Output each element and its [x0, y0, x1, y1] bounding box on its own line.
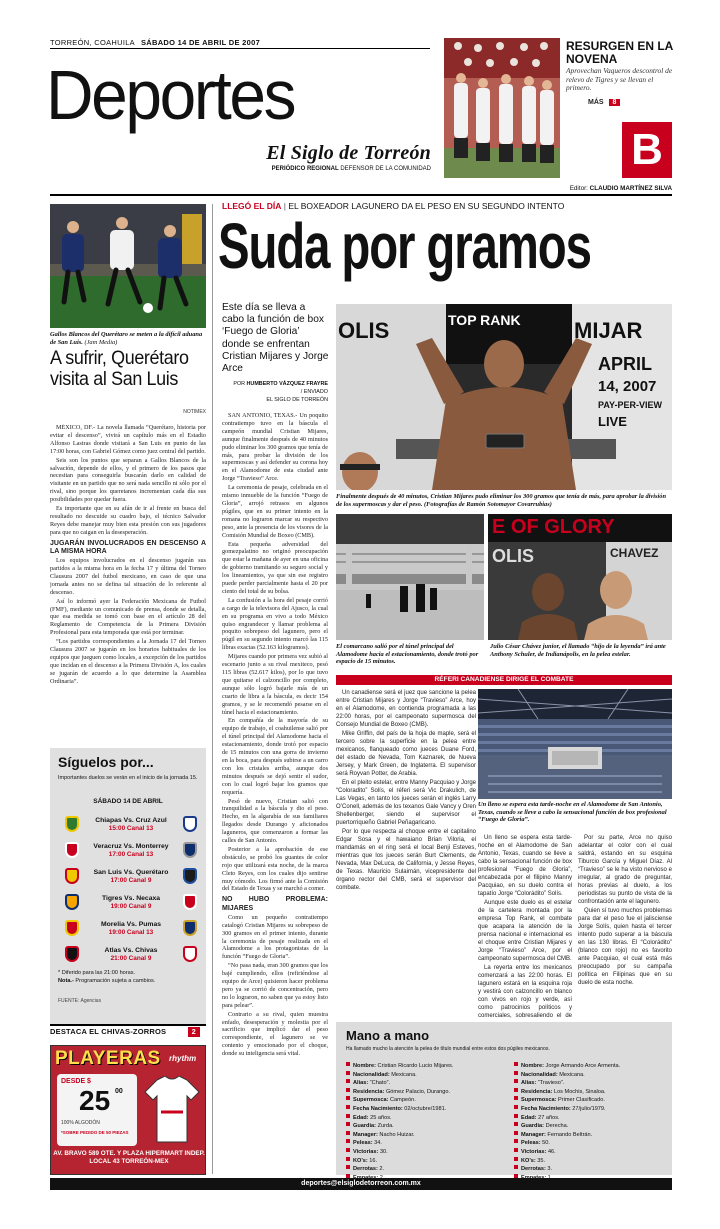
bullet-icon — [514, 1079, 518, 1083]
tale-row: KO’s: 16. — [346, 1157, 506, 1166]
section-title: Deportes — [46, 56, 295, 134]
top-divider — [50, 194, 672, 196]
teaser-page-badge: 8 — [609, 99, 621, 106]
tale-row: Nacionalidad: Mexicana. — [346, 1071, 506, 1080]
main-byline: POR HUMBERTO VÁZQUEZ FRAYRE / ENVIADO EL SIGLO DE TORREÓN — [233, 381, 328, 403]
ad-address: AV. BRAVO 589 OTE. Y PLAZA HIPERMART INDEP. LOCAL 43 TORREÓN-MEX — [53, 1150, 205, 1165]
side-paragraph: Así lo informó ayer la Federación Mexicana de Futbol (FMF), mediante un comunicado de prensa, donde se detalla, que esa medida se tomó con base en el artículo 28 del Reglamento de Competencia de la Primera División Profesional para esta temporada que está por terminar. — [50, 597, 206, 637]
schedule-notes: * Diferido para las 21:00 horas. Nota.- Programación sujeta a cambios. — [58, 970, 198, 985]
schedule-game: San Luis Vs. Querétaro 17:00 Canal 9 — [45, 864, 215, 890]
chivas-highlight[interactable]: DESTACA EL CHIVAS-ZORROS 2 — [50, 1024, 206, 1037]
dateline — [50, 38, 260, 47]
main-story-body — [222, 412, 328, 1184]
side-photo-caption: Gallos Blancos del Querétaro se meten a la difícil aduana de San Luis. (Jam Media) — [50, 331, 203, 346]
ad-cents: 00 — [115, 1088, 123, 1095]
ad-sub: 100% ALGODÓN — [61, 1120, 100, 1126]
chavez-caption: Julio César Chávez junior, el llamado “hijo de la leyenda” irá ante Anthony Schuler, de Indianápolis, en la pelea estelar. — [490, 643, 666, 658]
tale-row: Nombre: Cristian Ricardo Lucio Mijares. — [346, 1062, 506, 1071]
tale-row: Peleas: 34. — [346, 1139, 506, 1148]
schedule-game: Atlas Vs. Chivas 21:00 Canal 9 — [45, 942, 215, 968]
ad-shirt-panel — [57, 1074, 137, 1146]
tale-row: Guardia: Derecha. — [514, 1122, 670, 1131]
bullet-icon — [346, 1157, 350, 1161]
schedule-source: FUENTE: Agencias — [58, 998, 102, 1004]
soccer-photo — [50, 204, 206, 328]
tale-row: Manager: Nacho Huizar. — [346, 1131, 506, 1140]
tale-row: Victorias: 30. — [346, 1148, 506, 1157]
queretaro-crest — [183, 868, 197, 884]
referee-paragraph: En el pleito estelar, entre Manny Pacquiao y Jorge “Coloradito” Solís, el réferi será Vic Drakulich, de Las Vegas, en tanto los jueces serán el inglés Larry O’Conell, además de los texanos Gale Vancy y Oren Shellenberger, siendo el supervisor el puertorriqueño Gabriel Peñagaricano. — [336, 780, 476, 826]
bullet-icon — [514, 1096, 518, 1100]
ad-brand: rhythm — [169, 1054, 197, 1063]
tale-row: KO’s: 35. — [514, 1157, 670, 1166]
schedule-subtitle: Importantes duelos se verán en el inicio de la jornada 15. — [58, 775, 198, 781]
bullet-icon — [514, 1165, 518, 1169]
tale-row: Alias: “Travieso”. — [514, 1079, 670, 1088]
tshirt-icon — [143, 1076, 201, 1144]
bullet-icon — [514, 1157, 518, 1161]
bullet-icon — [346, 1079, 350, 1083]
pumas-crest — [183, 920, 197, 936]
main-deck: Este día se lleva a cabo la función de box ‘Fuego de Gloria’ donde se enfrentan Cristian Mijares y Jorge Arce — [222, 302, 329, 375]
bullet-icon — [514, 1139, 518, 1143]
referee-paragraph: Aunque este duelo es el estelar de la cartelera montada por la empresa Top Rank, el combate que acapara la atención de la prensa nacional e internacional es el choque entre Cristian Mijares y Jorge “Travieso” Arce, por el campeonato supermosca del CMB. — [478, 900, 572, 962]
tale-row: Manager: Fernando Beltrán. — [514, 1131, 670, 1140]
main-paragraph: La ceremonia de pesaje, celebrada en el mismo inmueble de la función “Fuego de Gloria”, arrojó retrasos en algunos púgiles, que en su primer intento en la romana no lograron marcar su respectivo peso, ante la presencia de los visores de la Comisión Mundial de Boxeo (CMB). — [222, 484, 328, 539]
header-rule — [50, 48, 430, 49]
sign-text: CHAVEZ — [610, 546, 659, 560]
sign-text: APRIL — [598, 354, 652, 374]
main-paragraph: Posterior a la aprobación de ese obstáculo, se probó los guantes de color rojo que utilizará esta noche, de la marca Cleto Reyes, con los cuales dijo sentirse muy cómodo. Los firmó ante la Comisión del Estado de Texas y se marchó a comer. — [222, 845, 328, 893]
tale-row: Victorias: 46. — [514, 1148, 670, 1157]
main-paragraph: “No pasa nada, eran 300 gramos que los bajé cumpliendo, ellos (refiriéndose al equipo de Arce) quisieron hacer problema pero ya se corrió de concentración, pero no lo lograron, no saben que ya estoy listo para pelear”. — [222, 962, 328, 1009]
side-paragraph: “Los partidos correspondientes a la Jornada 17 del Torneo Clausura 2007 se jugarán en los horarios habituales de los equipos que jueguen como locales, a excepción de los partidos que incidan en el descenso a la Primera División A, los cuales se jugarán de acuerdo a lo que determine la Asamblea Ordinaria”. — [50, 638, 206, 685]
tale-of-tape — [336, 1022, 672, 1175]
side-headline: A sufrir, Querétaro visita al San Luis — [50, 347, 189, 390]
ad-title: PLAYERAS — [55, 1048, 161, 1069]
schedule-day: SÁBADO 14 DE ABRIL — [93, 798, 163, 805]
schedule-list — [45, 812, 215, 972]
main-paragraph: En compañía de la mayoría de su equipo de trabajo, el coahuilense salió por el túnel principal del Alamodome hacia el estacionamiento, donde trotó por espacio de 15 minutos con una gorra de invierno en la boca, para después subirse a un carro con los cristales arriba, aunque dos minutos después se dejó sentir el sudor, con lo cual logró bajar los gramos que requería. — [222, 717, 328, 796]
referee-paragraph: Un canadiense será el juez que sancione la pelea entre Cristian Mijares y Jorge “Travieso” Arce, hoy en el Alamodome, en contienda programada a las 22:00 horas, por el campeonato supermosca del Consejo Mundial de Boxeo (CMB). — [336, 690, 476, 728]
bullet-icon — [514, 1105, 518, 1109]
chavez-photo — [488, 514, 672, 640]
tale-left-fighter — [346, 1062, 506, 1182]
section-letter-box: B — [622, 122, 672, 178]
tale-row: Derrotas: 2. — [346, 1165, 506, 1174]
main-subhead: NO HUBO PROBLEMA: MIJARES — [222, 896, 328, 912]
editor-credit: Editor: CLAUDIO MARTÍNEZ SILVA — [569, 185, 672, 192]
bullet-icon — [346, 1105, 350, 1109]
side-agency: NOTIMEX — [183, 409, 206, 415]
chivas-crest — [183, 946, 197, 962]
bullet-icon — [346, 1114, 350, 1118]
referee-paragraph: Un lleno se espera esta tarde-noche en el Alamodome de San Antonio, Texas, cuando se lleve a cabo la sensacional función de box profesional “Fuego de Gloria”, encabezada por el filipino Manny Pacquiao, en su duelo contra el tapatío Jorge “Colorádito” Solís. — [478, 835, 572, 897]
location: TORREÓN, COAHUILA — [50, 38, 135, 47]
main-paragraph: Esta pequeña adversidad del gomezpalatino no originó preocupación que estar la mañana de ayer en una oficina de gobierno tramitando su seguro social y los lineamientos, ya que sin ese registro puede perder parcialmente hasta el 20 por ciento del total de su bolsa. — [222, 540, 328, 595]
bullet-icon — [514, 1131, 518, 1135]
bullet-icon — [346, 1131, 350, 1135]
referee-paragraph: Mike Griffin, del país de la hoja de maple, será el tercero sobre la superficie en la pelea entre mexicanos, flanqueado como jueces Duane Ford, del estado de Nevada, Tom Kaznarek, de Nueva Jersey, y Mark Green, de Inglaterra. El supervisor será Royvan Potter, de Arabia. — [336, 731, 476, 777]
tale-row: Residencia: Gómez Palacio, Durango. — [346, 1088, 506, 1097]
main-paragraph: Contrario a su rival, quien muestra enfado, desesperación y molestia por el sacrificio que implicó dar el peso correspondiente, el lagunero se ve contento y emocionado por el choque, donde su inteligencia será vital. — [222, 1010, 328, 1058]
tunnel-caption: El comarcano salió por el túnel principal del Alamodome hacia el estacionamiento, donde trotó por espacio de 15 minutos. — [336, 643, 479, 666]
bullet-icon — [346, 1139, 350, 1143]
newspaper-logo: El Siglo de Torreón — [266, 142, 431, 164]
referee-col-2 — [478, 834, 572, 1020]
weighin-photo — [336, 304, 672, 490]
schedule-title: Síguelos por... — [58, 754, 154, 770]
schedule-game: Tigres Vs. Necaxa 19:00 Canal 9 — [45, 890, 215, 916]
tale-row: Edad: 27 años. — [514, 1114, 670, 1123]
teaser-more[interactable]: MÁS 8 — [588, 99, 620, 106]
sign-text: 14, 2007 — [598, 378, 657, 395]
side-paragraph: Seis son los puntos que separan a Gallos Blancos de la salvación, depende de ellos, y el primero de los pasos que necesitan para conseguirla buscarán darlo en calidad de visitante en un partido que no será nada sencillo ni sólo por el rival, sino porque los queretanos incrementan cada día sus posibilidades por quedar fuera. — [50, 456, 206, 504]
teaser-text: Aprovechan Vaqueros descontrol de relevo de Tigres y se llevan el primero. — [566, 66, 673, 93]
side-subhead: JUGARÁN INVOLUCRADOS EN DESCENSO A LA MISMA HORA — [50, 539, 206, 555]
tale-row: Fecha Nacimiento: 02/octubre/1981. — [346, 1105, 506, 1114]
newspaper-tagline: PERIÓDICO REGIONAL DEFENSOR DE LA COMUNIDAD — [271, 166, 431, 172]
bullet-icon — [346, 1062, 350, 1066]
referee-paragraph: Quien sí tuvo muchos problemas para dar el peso fue el jalisciense Jorge Solís, quien hasta el tercer intento pudo superar a la báscula en las 130 libras. El “Colorádito” (blanco con rojo) no es favorito ante Pacquiao, el cual está más preocupado por su campaña política en Filipinas que en su duelo de esta noche. — [578, 908, 672, 986]
tale-title: Mano a mano — [346, 1028, 430, 1043]
sign-text: MIJAR — [574, 318, 643, 343]
tale-row: Nacionalidad: Mexicana. — [514, 1071, 670, 1080]
bullet-icon — [346, 1088, 350, 1092]
sign-text: LIVE — [598, 414, 627, 429]
tale-row: Supermosca: Primer Clasificado. — [514, 1096, 670, 1105]
tale-row: Edad: 25 años. — [346, 1114, 506, 1123]
ad-price: 25 — [79, 1085, 111, 1116]
sign-text: TOP RANK — [448, 312, 521, 328]
tale-row: Alias: “Chato”. — [346, 1079, 506, 1088]
ad-fineprint: *SOBRE PEDIDO DE 50 PIEZAS — [61, 1130, 129, 1135]
schedule-box — [50, 748, 206, 1024]
main-paragraph: Pesó de nuevo, Cristian salió con tranquilidad a la báscula y dio el peso. Hecho, en la algarabía de sus familiares llegados desde Durango y aficionados laguneros, que comenzaron a formar las calles de San Antonio. — [222, 797, 328, 845]
referee-paragraph: La reyerta entre los mexicanos comenzará a las 22:00 horas. El lagunero estará en la esquina roja y vestirá con calzoncillo en blanco con vivos en rojo y verde, así como patrocinios políticos y comerciales, sobresaliendo el de — [478, 965, 572, 1019]
bullet-icon — [514, 1148, 518, 1152]
column-divider — [212, 204, 213, 1174]
main-paragraph: Como un pequeño contratiempo catalogó Cristian Mijares su sobrepeso de 300 gramos en el primer intento, durante la ceremonia de pesaje realizada en el Alamodome a los protagonistas de la función “Fuego de Gloria”. — [222, 913, 328, 961]
tale-row: Peleas: 50. — [514, 1139, 670, 1148]
bullet-icon — [346, 1122, 350, 1126]
bullet-icon — [346, 1071, 350, 1075]
arena-photo — [478, 689, 672, 799]
arena-caption: Un lleno se espera esta tarde-noche en el Alamodome de San Antonio, Texas, cuando se lleve a cabo la sensacional función de box profesional “Fuego de Gloria”. — [478, 801, 667, 824]
highlight-page-badge: 2 — [188, 1027, 200, 1037]
bullet-icon — [514, 1062, 518, 1066]
bullet-icon — [514, 1071, 518, 1075]
tale-intro: Ha llamado mucho la atención la pelea de título mundial entre estos dos púgiles mexicanos. — [346, 1046, 550, 1052]
referee-paragraph: Por su parte, Arce no quiso adelantar el color con el cual saldrá, estando en su esquina Tiburcio García y Miguel Díaz. Al “Travieso” se le ha visto nervioso e irregular, al grado de preguntar, horas previas al duelo, a los periodistas su punto de vista de la confrontación ante el lagunero. — [578, 835, 672, 905]
weighin-caption: Finalmente después de 40 minutos, Cristian Mijares pudo eliminar los 300 gramos que tenía de más, para aprobar la división de los supermoscas y dar el peso. (Fotografías de Ramón Sotomayor Covarrubias) — [336, 493, 667, 508]
sign-text: PAY-PER-VIEW — [598, 400, 663, 410]
tale-row: Derrotas: 3. — [514, 1165, 670, 1174]
side-paragraph: Es importante que en su afán de ir al frente en busca del resultado no descuide su cuadro bajo, el técnico Salvador Reyes debe manejar muy bien esta presión con sus jugadores para que no caigan en la desesperación. — [50, 505, 206, 536]
schedule-game: Veracruz Vs. Monterrey 17:00 Canal 13 — [45, 838, 215, 864]
monterrey-crest — [183, 842, 197, 858]
bullet-icon — [346, 1165, 350, 1169]
playeras-ad[interactable] — [50, 1045, 206, 1175]
footer-email[interactable]: deportes@elsiglodetorreon.com.mx — [301, 1180, 421, 1187]
bullet-icon — [346, 1096, 350, 1100]
schedule-note: * Diferido para las 21:00 horas. — [58, 970, 136, 976]
schedule-game: Chiapas Vs. Cruz Azul 15:00 Canal 13 — [45, 812, 215, 838]
main-paragraph: La confusión a la hora del pesaje corrió a cargo de la televisora del Ajusco, la cual en su programa en vivo a todo México quiso engrandecer y llamar problema al poquito sobrepeso del lagunero, pero el púgil en su segundo intento marcó las 115 libras exactas (52.163 kilogramos). — [222, 596, 328, 652]
tunnel-photo — [336, 514, 484, 640]
referee-col-3 — [578, 834, 672, 1020]
necaxa-crest — [183, 894, 197, 910]
side-story-body — [50, 424, 206, 740]
cruzazul-crest — [183, 816, 197, 832]
side-paragraph: Los equipos involucrados en el descenso jugarán sus partidos a la misma hora en la fecha 17 y última del Torneo Clausura 2007 del futbol mexicano, en caso de que una jornada antes no se defina tal situación de lo referente al descenso. — [50, 557, 206, 596]
bullet-icon — [514, 1114, 518, 1118]
tale-row: Supermosca: Campeón. — [346, 1096, 506, 1105]
main-paragraph: SAN ANTONIO, TEXAS.- Un poquito contratiempo tuvo en la báscula el campeón mundial Cristian Mijares, aunque finalmente después de 40 minutos pudo eliminar los 300 gramos que tenía de más, para probar la división de los supermoscas y así defender su corona hoy en el Alamodome de esta ciudad ante Jorge “Travieso” Arce. — [222, 412, 328, 483]
tale-right-fighter — [514, 1062, 670, 1182]
bullet-icon — [514, 1122, 518, 1126]
tale-row: Residencia: Los Mochis, Sinaloa. — [514, 1088, 670, 1097]
bullet-icon — [514, 1088, 518, 1092]
main-paragraph: Mijares cuando por primera vez subió al escenario junto a su rival mexiteco, pesó 115 libras (52.617 kilos), por lo que tuvo que quitarse el calzoncillo por completo, aunque sólo logró bajarle más de un cuarto de libra a la báscula, es decir 154 gramos, y se le recomendó pesarse en el túnel hacia el estacionamiento. — [222, 653, 328, 716]
referee-col-1 — [336, 689, 476, 1019]
referee-bar: RÉFERI CANADIENSE DIRIGE EL COMBATE — [336, 675, 672, 685]
main-headline: Suda por gramos — [218, 210, 591, 282]
tale-row: Fecha Nacimiento: 27/julio/1979. — [514, 1105, 670, 1114]
sign-text: OLIS — [338, 318, 390, 343]
sign-text: E OF GLORY — [492, 516, 615, 538]
teaser-title: RESURGEN EN LA NOVENA — [566, 39, 673, 66]
schedule-game: Morelia Vs. Pumas 19:00 Canal 13 — [45, 916, 215, 942]
referee-paragraph: Por lo que respecta al choque entre el capitalino Edgar Sosa y el hawaiano Brian Viloria, el mandamás en el ring será el local Benji Esteves, mientras que los jueces serán Burt Clements, de Nevada, Max DeLuca, de California, y Jesse Reyes, de Texas. Mauricio Sulaimán, vicepresidente del órgano rector del CMB, será el supervisor del combate. — [336, 829, 476, 891]
tale-row: Guardia: Zurda. — [346, 1122, 506, 1131]
baseball-photo — [444, 38, 560, 178]
ad-desde: DESDE $ — [61, 1078, 91, 1085]
bullet-icon — [346, 1148, 350, 1152]
tale-row: Nombre: Jorge Armando Arce Armenta. — [514, 1062, 670, 1071]
footer-bar — [50, 1178, 672, 1190]
date: SÁBADO 14 DE ABRIL DE 2007 — [140, 38, 261, 47]
main-kicker: LLEGÓ EL DÍA | EL BOXEADOR LAGUNERO DA EL PESO EN SU SEGUNDO INTENTO — [222, 201, 565, 211]
sign-text: OLIS — [492, 546, 535, 566]
side-paragraph: MÉXICO, DF.- La novela llamada “Querétaro, historia por evitar el descenso”, vivirá un capítulo más en el Estadio Alfonso Lastras donde visitará a San Luis en punto de las 17:00 horas, con Gabriel Gómez como juez central del partido. — [50, 424, 206, 455]
